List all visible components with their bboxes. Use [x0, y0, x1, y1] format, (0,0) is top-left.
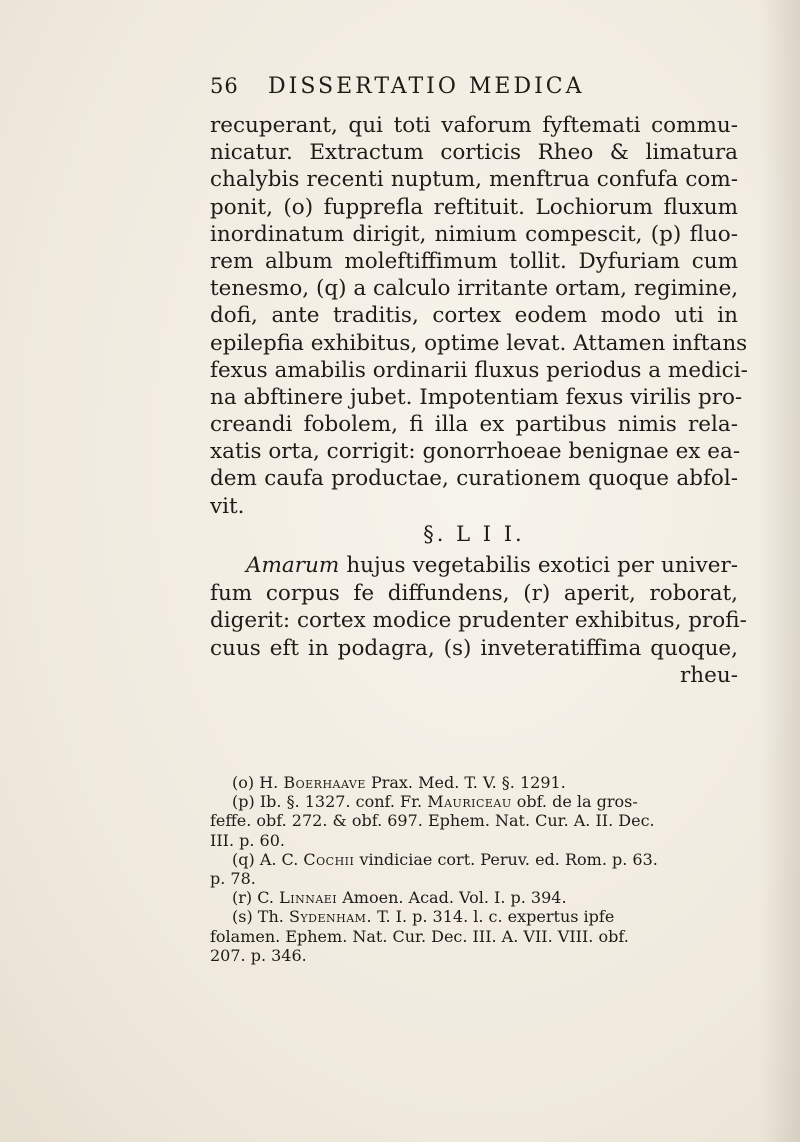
footnote-text: obf. de la gros- [516, 792, 638, 812]
footnote-mark: (q) [232, 849, 255, 869]
footnote-author: Boerhaave [283, 773, 366, 792]
text-line: cuus eft in podagra, (s) inveteratiffima quoque, [210, 635, 738, 661]
footnote-author-initial: Th. [257, 907, 284, 927]
text-line: dem caufa productae, curationem quoque abfol- [210, 466, 738, 492]
footnote-continuation: p. 78. [210, 868, 256, 888]
text-line: ponit, (o) fupprefla reftituit. Lochiorum fluxum [210, 194, 738, 220]
catchword: rheu- [680, 663, 738, 688]
text-line: digerit: cortex modice prudenter exhibitus, profi- [210, 608, 747, 633]
footnote-author-initial: C. [257, 888, 274, 908]
text-line [210, 552, 738, 580]
footnote-continuation: III. p. 60. [210, 830, 285, 850]
footnote [232, 888, 752, 907]
paragraph-1 [210, 112, 748, 520]
text-line: xatis orta, corrigit: gonorrhoeae benignae ex ea- [210, 439, 741, 465]
text-line: nicatur. Extractum corticis Rheo & limatura [210, 140, 738, 166]
footnote-continuation: 207. p. 346. [210, 945, 307, 965]
footnote-text: vindiciae cort. Peruv. ed. Rom. p. 63. [359, 849, 658, 869]
footnote [232, 907, 752, 926]
footnote-author: Cochii [303, 849, 355, 869]
text-line: dofi, ante traditis, cortex eodem modo uti in [210, 303, 738, 329]
page-number: 56 [210, 74, 239, 98]
footnote-author: Linnaei [279, 888, 338, 908]
footnote-author: Sydenham. [288, 907, 373, 927]
footnote-author: Mauriceau [427, 792, 512, 812]
page-edge-shadow [760, 0, 800, 1142]
text-line: inordinatum dirigit, nimium compescit, (p) fluo- [210, 221, 738, 247]
text-line: epilepfia exhibitus, optime levat. Attamen inftans [210, 330, 748, 356]
text-line: fum corpus fe diffundens, (r) aperit, roborat, [210, 580, 738, 606]
footnote-mark: (r) [232, 888, 253, 908]
text-line: na abftinere jubet. Impotentiam fexus virilis pro- [210, 384, 743, 410]
footnote-mark: (o) [232, 773, 255, 792]
text-line: tenesmo, (q) a calculo irritante ortam, regimine, [210, 276, 739, 302]
text-line: vit. [210, 493, 245, 519]
footnote-author-initial: A. C. [259, 849, 299, 869]
footnote-text: Prax. Med. T. V. §. 1291. [370, 773, 566, 792]
text-line: rem album moleftiffimum tollit. Dyfuriam cum [210, 248, 738, 274]
footnote-mark: (s) [232, 907, 253, 927]
text-line: chalybis recenti nuptum, menftrua confufa com- [210, 167, 738, 193]
footnote [232, 850, 752, 869]
footnotes [210, 773, 752, 965]
section-heading: §. L I I. [423, 522, 525, 546]
text-line: creandi fobolem, fi illa ex partibus nimis rela- [210, 412, 738, 438]
running-title: DISSERTATIO MEDICA [268, 74, 585, 99]
footnote-continuation: folamen. Ephem. Nat. Cur. Dec. III. A. VII. VIII. obf. [210, 926, 629, 946]
footnote-mark: (p) [232, 792, 255, 812]
text-line: fexus amabilis ordinarii fluxus periodus a medici- [210, 357, 748, 383]
footnote-text: Amoen. Acad. Vol. I. p. 394. [342, 888, 567, 908]
paragraph-2 [210, 552, 747, 690]
footnote-continuation: feffe. obf. 272. & obf. 697. Ephem. Nat. Cur. A. II. Dec. [210, 811, 655, 831]
footnote [232, 792, 752, 811]
footnote-author-initial: Ib. §. 1327. conf. Fr. [259, 792, 423, 812]
page-header [210, 74, 730, 106]
text-line: recuperant, qui toti vaforum fyftemati commu- [210, 113, 738, 138]
text-run: hujus vegetabilis exotici per univer- [346, 553, 738, 578]
italic-keyword: Amarum [246, 553, 340, 578]
footnote [232, 773, 752, 792]
footnote-author-initial: H. [259, 773, 279, 792]
footnote-text: T. I. p. 314. l. c. expertus ipfe [377, 907, 615, 927]
